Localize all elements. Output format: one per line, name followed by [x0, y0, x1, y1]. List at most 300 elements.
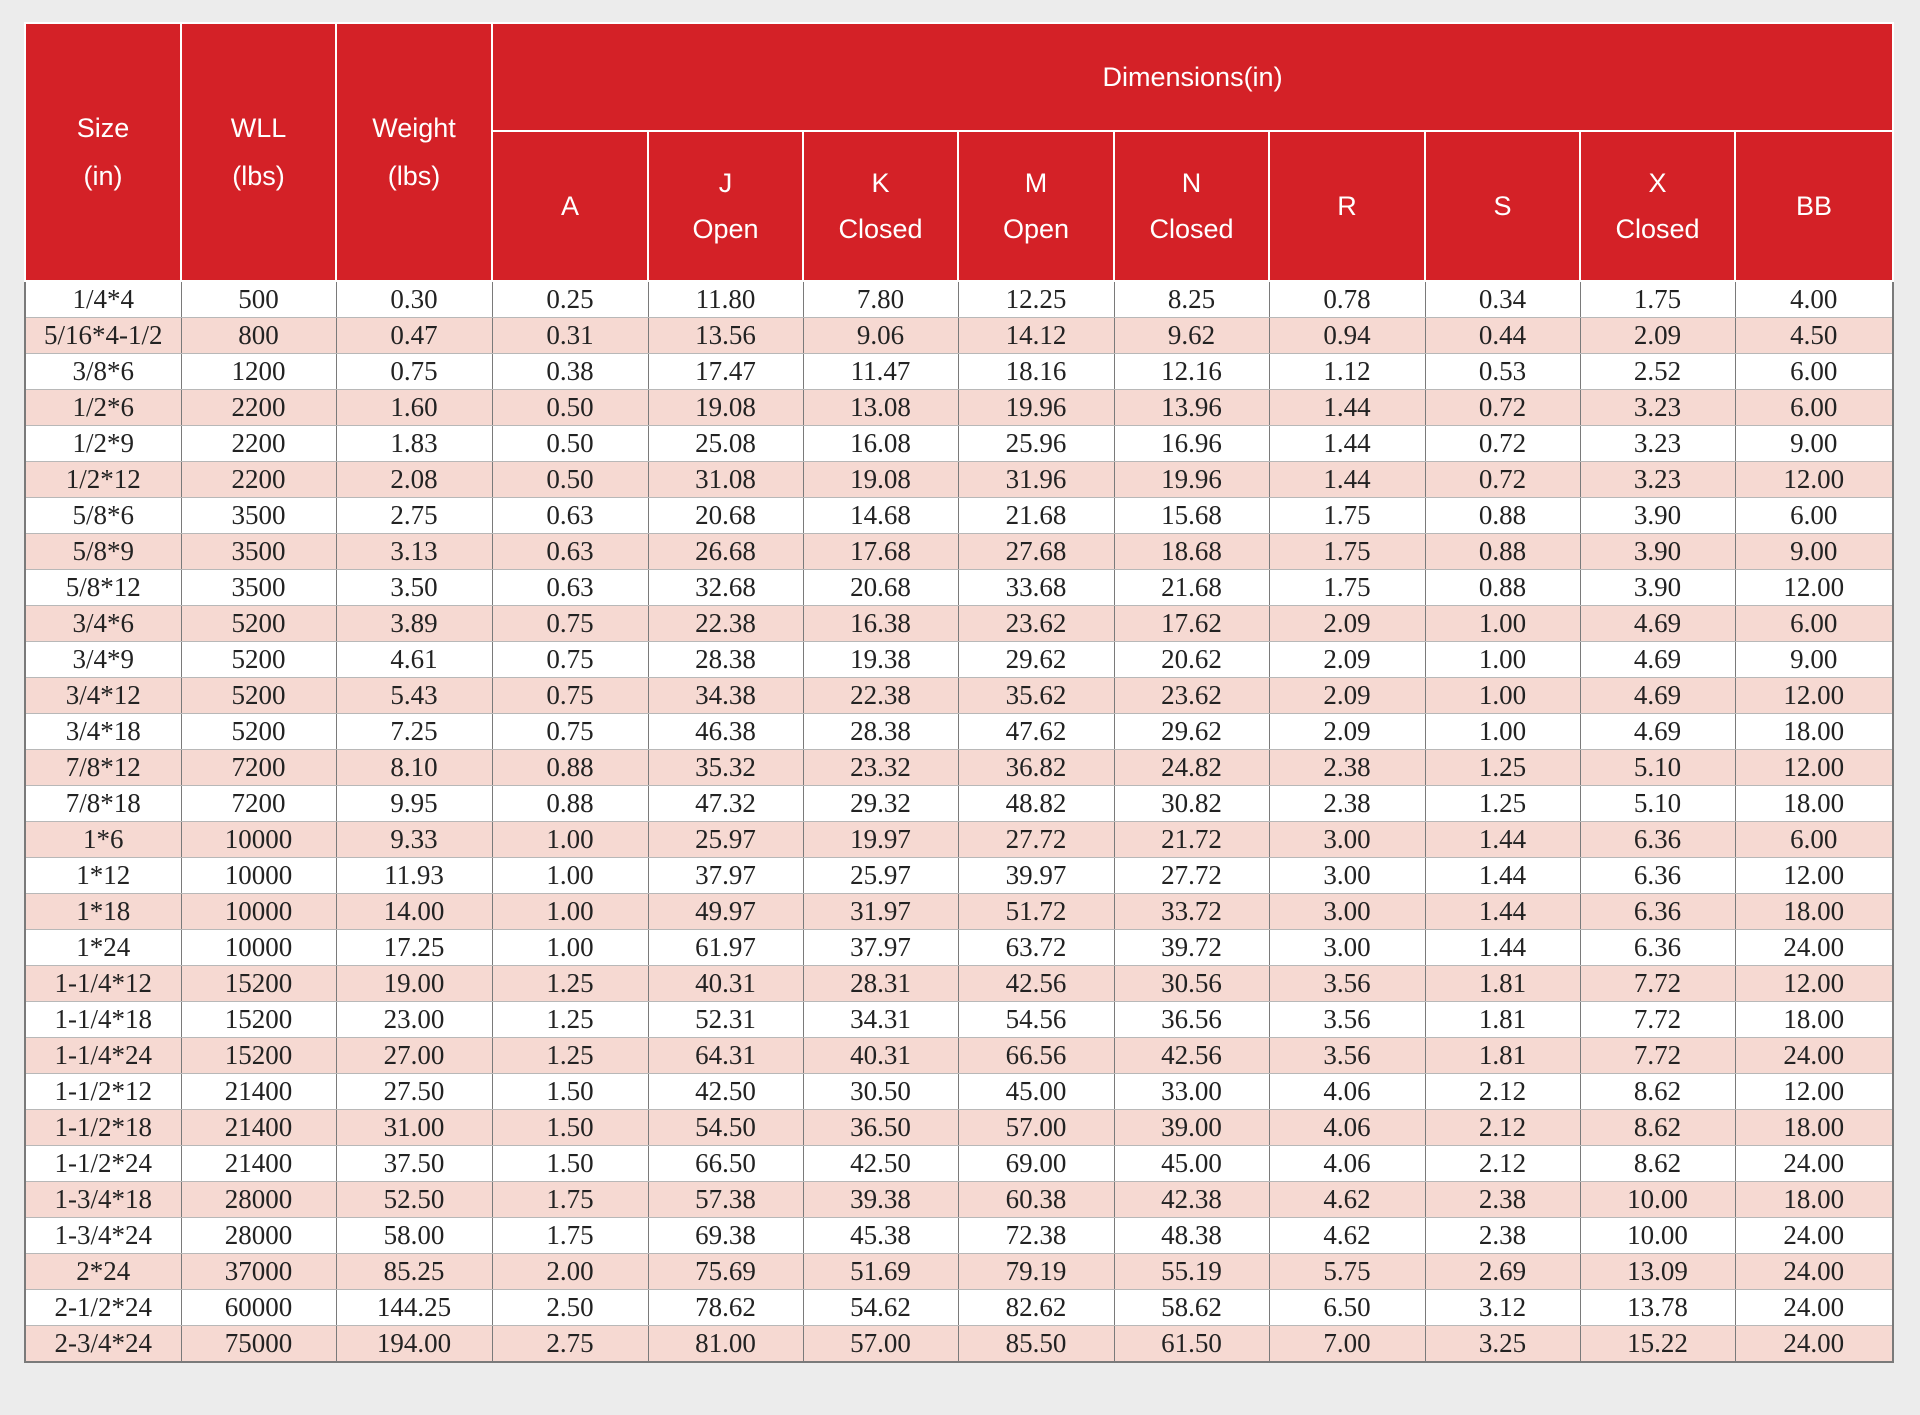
cell-s: 0.88 [1425, 498, 1580, 534]
cell-k-closed: 23.32 [803, 750, 958, 786]
cell-bb: 12.00 [1735, 750, 1893, 786]
cell-size: 1-3/4*18 [25, 1182, 181, 1218]
cell-weight: 23.00 [336, 1002, 492, 1038]
header-weight-unit: (lbs) [387, 161, 441, 191]
cell-j-open: 22.38 [648, 606, 803, 642]
cell-wll: 60000 [181, 1290, 336, 1326]
cell-x-closed: 13.09 [1580, 1254, 1735, 1290]
table-row [25, 354, 1893, 390]
cell-x-closed: 6.36 [1580, 822, 1735, 858]
cell-weight: 8.10 [336, 750, 492, 786]
cell-size: 1*6 [25, 822, 181, 858]
cell-m-open: 69.00 [958, 1146, 1114, 1182]
cell-j-open: 20.68 [648, 498, 803, 534]
cell-weight: 0.47 [336, 318, 492, 354]
cell-m-open: 31.96 [958, 462, 1114, 498]
cell-s: 0.53 [1425, 354, 1580, 390]
cell-x-closed: 6.36 [1580, 858, 1735, 894]
cell-x-closed: 6.36 [1580, 930, 1735, 966]
cell-s: 1.00 [1425, 642, 1580, 678]
table-row [25, 966, 1893, 1002]
cell-n-closed: 48.38 [1114, 1218, 1269, 1254]
cell-r: 3.56 [1269, 1002, 1425, 1038]
cell-r: 1.75 [1269, 534, 1425, 570]
spec-table-frame [24, 22, 1892, 1363]
cell-k-closed: 20.68 [803, 570, 958, 606]
cell-m-open: 23.62 [958, 606, 1114, 642]
cell-size: 1/4*4 [25, 281, 181, 318]
cell-j-open: 25.97 [648, 822, 803, 858]
cell-weight: 5.43 [336, 678, 492, 714]
header-dim-symbol: M [1024, 168, 1048, 198]
cell-bb: 18.00 [1735, 894, 1893, 930]
cell-s: 1.25 [1425, 786, 1580, 822]
cell-bb: 9.00 [1735, 426, 1893, 462]
cell-j-open: 34.38 [648, 678, 803, 714]
cell-bb: 12.00 [1735, 462, 1893, 498]
cell-x-closed: 4.69 [1580, 714, 1735, 750]
cell-k-closed: 16.38 [803, 606, 958, 642]
cell-s: 2.12 [1425, 1146, 1580, 1182]
cell-bb: 12.00 [1735, 570, 1893, 606]
cell-x-closed: 3.23 [1580, 462, 1735, 498]
header-dim-r [1269, 131, 1425, 281]
table-body [25, 281, 1893, 1362]
table-row [25, 1254, 1893, 1290]
cell-size: 3/4*6 [25, 606, 181, 642]
header-dim-state: Open [692, 214, 759, 244]
cell-weight: 17.25 [336, 930, 492, 966]
cell-j-open: 61.97 [648, 930, 803, 966]
cell-bb: 18.00 [1735, 1182, 1893, 1218]
cell-wll: 3500 [181, 570, 336, 606]
table-row [25, 281, 1893, 318]
cell-bb: 12.00 [1735, 1074, 1893, 1110]
cell-a: 2.00 [492, 1254, 648, 1290]
cell-r: 4.62 [1269, 1218, 1425, 1254]
cell-weight: 31.00 [336, 1110, 492, 1146]
cell-x-closed: 3.90 [1580, 534, 1735, 570]
cell-x-closed: 4.69 [1580, 678, 1735, 714]
cell-size: 5/8*6 [25, 498, 181, 534]
cell-m-open: 66.56 [958, 1038, 1114, 1074]
cell-weight: 1.83 [336, 426, 492, 462]
cell-j-open: 46.38 [648, 714, 803, 750]
cell-a: 1.75 [492, 1218, 648, 1254]
cell-x-closed: 1.75 [1580, 281, 1735, 318]
cell-j-open: 32.68 [648, 570, 803, 606]
cell-j-open: 52.31 [648, 1002, 803, 1038]
cell-x-closed: 3.90 [1580, 498, 1735, 534]
cell-bb: 24.00 [1735, 1326, 1893, 1363]
header-weight-label: Weight [372, 113, 456, 143]
cell-n-closed: 21.72 [1114, 822, 1269, 858]
cell-n-closed: 9.62 [1114, 318, 1269, 354]
cell-n-closed: 18.68 [1114, 534, 1269, 570]
cell-k-closed: 29.32 [803, 786, 958, 822]
cell-a: 0.75 [492, 606, 648, 642]
cell-wll: 5200 [181, 714, 336, 750]
header-dim-symbol: BB [1796, 191, 1833, 221]
cell-s: 2.12 [1425, 1074, 1580, 1110]
header-dim-m [958, 131, 1114, 281]
cell-a: 0.75 [492, 714, 648, 750]
cell-x-closed: 3.90 [1580, 570, 1735, 606]
cell-bb: 24.00 [1735, 930, 1893, 966]
header-dim-s [1425, 131, 1580, 281]
table-row [25, 822, 1893, 858]
header-dim-symbol: N [1181, 168, 1202, 198]
cell-s: 1.44 [1425, 930, 1580, 966]
cell-s: 1.81 [1425, 966, 1580, 1002]
cell-wll: 37000 [181, 1254, 336, 1290]
cell-bb: 18.00 [1735, 714, 1893, 750]
cell-k-closed: 16.08 [803, 426, 958, 462]
cell-j-open: 81.00 [648, 1326, 803, 1363]
cell-k-closed: 19.38 [803, 642, 958, 678]
cell-m-open: 39.97 [958, 858, 1114, 894]
cell-r: 3.56 [1269, 966, 1425, 1002]
cell-a: 0.88 [492, 750, 648, 786]
table-row [25, 1074, 1893, 1110]
cell-r: 2.09 [1269, 642, 1425, 678]
cell-n-closed: 20.62 [1114, 642, 1269, 678]
cell-n-closed: 29.62 [1114, 714, 1269, 750]
cell-k-closed: 37.97 [803, 930, 958, 966]
cell-m-open: 51.72 [958, 894, 1114, 930]
cell-m-open: 14.12 [958, 318, 1114, 354]
header-wll-unit: (lbs) [232, 161, 285, 191]
cell-n-closed: 42.38 [1114, 1182, 1269, 1218]
cell-x-closed: 10.00 [1580, 1182, 1735, 1218]
table-row [25, 1110, 1893, 1146]
cell-r: 7.00 [1269, 1326, 1425, 1363]
cell-bb: 12.00 [1735, 966, 1893, 1002]
cell-m-open: 12.25 [958, 281, 1114, 318]
cell-wll: 21400 [181, 1110, 336, 1146]
header-dim-symbol: R [1337, 191, 1357, 221]
cell-j-open: 54.50 [648, 1110, 803, 1146]
cell-k-closed: 39.38 [803, 1182, 958, 1218]
cell-weight: 1.60 [336, 390, 492, 426]
header-dim-bb [1735, 131, 1893, 281]
cell-size: 5/8*9 [25, 534, 181, 570]
cell-k-closed: 54.62 [803, 1290, 958, 1326]
table-row [25, 1038, 1893, 1074]
cell-weight: 0.30 [336, 281, 492, 318]
cell-k-closed: 11.47 [803, 354, 958, 390]
header-dim-j [648, 131, 803, 281]
cell-size: 1-1/2*12 [25, 1074, 181, 1110]
cell-bb: 12.00 [1735, 678, 1893, 714]
cell-wll: 7200 [181, 750, 336, 786]
cell-wll: 800 [181, 318, 336, 354]
cell-k-closed: 30.50 [803, 1074, 958, 1110]
table-row [25, 1146, 1893, 1182]
cell-j-open: 47.32 [648, 786, 803, 822]
table-row [25, 1182, 1893, 1218]
cell-m-open: 25.96 [958, 426, 1114, 462]
cell-weight: 0.75 [336, 354, 492, 390]
cell-x-closed: 7.72 [1580, 1038, 1735, 1074]
cell-s: 1.81 [1425, 1002, 1580, 1038]
cell-k-closed: 40.31 [803, 1038, 958, 1074]
cell-r: 3.00 [1269, 822, 1425, 858]
cell-s: 2.12 [1425, 1110, 1580, 1146]
cell-n-closed: 30.56 [1114, 966, 1269, 1002]
cell-r: 5.75 [1269, 1254, 1425, 1290]
cell-s: 1.44 [1425, 858, 1580, 894]
cell-k-closed: 51.69 [803, 1254, 958, 1290]
cell-size: 3/8*6 [25, 354, 181, 390]
cell-size: 1*24 [25, 930, 181, 966]
header-dim-symbol: K [871, 168, 890, 198]
cell-k-closed: 45.38 [803, 1218, 958, 1254]
cell-k-closed: 34.31 [803, 1002, 958, 1038]
table-row [25, 1326, 1893, 1363]
cell-wll: 3500 [181, 534, 336, 570]
cell-n-closed: 36.56 [1114, 1002, 1269, 1038]
header-dim-state: Closed [1149, 214, 1234, 244]
cell-r: 4.06 [1269, 1074, 1425, 1110]
cell-m-open: 18.16 [958, 354, 1114, 390]
cell-j-open: 42.50 [648, 1074, 803, 1110]
cell-r: 2.09 [1269, 678, 1425, 714]
cell-x-closed: 10.00 [1580, 1218, 1735, 1254]
cell-s: 1.44 [1425, 822, 1580, 858]
cell-weight: 3.50 [336, 570, 492, 606]
cell-x-closed: 2.09 [1580, 318, 1735, 354]
cell-wll: 21400 [181, 1074, 336, 1110]
cell-s: 0.88 [1425, 534, 1580, 570]
cell-size: 1-3/4*24 [25, 1218, 181, 1254]
cell-wll: 2200 [181, 426, 336, 462]
cell-wll: 15200 [181, 1038, 336, 1074]
cell-x-closed: 8.62 [1580, 1110, 1735, 1146]
cell-m-open: 21.68 [958, 498, 1114, 534]
header-dim-state: Closed [1615, 214, 1700, 244]
cell-n-closed: 61.50 [1114, 1326, 1269, 1363]
cell-m-open: 72.38 [958, 1218, 1114, 1254]
cell-r: 0.94 [1269, 318, 1425, 354]
cell-j-open: 57.38 [648, 1182, 803, 1218]
cell-x-closed: 8.62 [1580, 1074, 1735, 1110]
cell-size: 5/8*12 [25, 570, 181, 606]
cell-j-open: 64.31 [648, 1038, 803, 1074]
cell-r: 2.09 [1269, 606, 1425, 642]
cell-size: 2-1/2*24 [25, 1290, 181, 1326]
cell-m-open: 36.82 [958, 750, 1114, 786]
cell-j-open: 35.32 [648, 750, 803, 786]
cell-x-closed: 3.23 [1580, 390, 1735, 426]
cell-n-closed: 39.00 [1114, 1110, 1269, 1146]
cell-bb: 9.00 [1735, 534, 1893, 570]
header-dim-x [1580, 131, 1735, 281]
cell-s: 2.38 [1425, 1182, 1580, 1218]
header-wll [181, 23, 336, 281]
cell-size: 1-1/2*18 [25, 1110, 181, 1146]
cell-bb: 6.00 [1735, 390, 1893, 426]
cell-r: 1.12 [1269, 354, 1425, 390]
cell-j-open: 75.69 [648, 1254, 803, 1290]
cell-k-closed: 36.50 [803, 1110, 958, 1146]
cell-r: 2.38 [1269, 786, 1425, 822]
cell-a: 0.63 [492, 498, 648, 534]
table-row [25, 1290, 1893, 1326]
cell-bb: 24.00 [1735, 1218, 1893, 1254]
header-dim-symbol: X [1648, 168, 1667, 198]
cell-a: 0.38 [492, 354, 648, 390]
cell-a: 1.00 [492, 930, 648, 966]
cell-s: 0.72 [1425, 426, 1580, 462]
cell-size: 1-1/4*24 [25, 1038, 181, 1074]
cell-a: 0.50 [492, 462, 648, 498]
cell-a: 1.00 [492, 894, 648, 930]
cell-k-closed: 31.97 [803, 894, 958, 930]
cell-n-closed: 23.62 [1114, 678, 1269, 714]
cell-weight: 58.00 [336, 1218, 492, 1254]
cell-bb: 24.00 [1735, 1254, 1893, 1290]
cell-r: 3.00 [1269, 858, 1425, 894]
cell-a: 0.50 [492, 390, 648, 426]
cell-m-open: 42.56 [958, 966, 1114, 1002]
cell-m-open: 60.38 [958, 1182, 1114, 1218]
cell-a: 1.50 [492, 1074, 648, 1110]
cell-size: 3/4*12 [25, 678, 181, 714]
cell-weight: 3.13 [336, 534, 492, 570]
cell-r: 1.75 [1269, 570, 1425, 606]
cell-k-closed: 19.08 [803, 462, 958, 498]
cell-weight: 4.61 [336, 642, 492, 678]
cell-r: 4.06 [1269, 1110, 1425, 1146]
cell-n-closed: 27.72 [1114, 858, 1269, 894]
cell-n-closed: 8.25 [1114, 281, 1269, 318]
cell-n-closed: 33.72 [1114, 894, 1269, 930]
cell-r: 6.50 [1269, 1290, 1425, 1326]
cell-a: 0.75 [492, 642, 648, 678]
cell-a: 0.75 [492, 678, 648, 714]
cell-n-closed: 39.72 [1114, 930, 1269, 966]
cell-size: 7/8*18 [25, 786, 181, 822]
cell-j-open: 31.08 [648, 462, 803, 498]
cell-bb: 18.00 [1735, 786, 1893, 822]
table-row [25, 534, 1893, 570]
table-row [25, 678, 1893, 714]
cell-s: 2.69 [1425, 1254, 1580, 1290]
table-row [25, 1002, 1893, 1038]
cell-n-closed: 12.16 [1114, 354, 1269, 390]
cell-weight: 11.93 [336, 858, 492, 894]
cell-size: 1/2*6 [25, 390, 181, 426]
cell-k-closed: 28.31 [803, 966, 958, 1002]
table-header [25, 23, 1893, 281]
cell-k-closed: 25.97 [803, 858, 958, 894]
cell-n-closed: 19.96 [1114, 462, 1269, 498]
cell-bb: 4.00 [1735, 281, 1893, 318]
header-dim-n [1114, 131, 1269, 281]
cell-s: 1.00 [1425, 714, 1580, 750]
header-dimensions: Dimensions(in) [492, 23, 1893, 131]
cell-size: 1-1/4*18 [25, 1002, 181, 1038]
cell-wll: 21400 [181, 1146, 336, 1182]
cell-a: 0.50 [492, 426, 648, 462]
cell-s: 2.38 [1425, 1218, 1580, 1254]
cell-s: 1.25 [1425, 750, 1580, 786]
cell-m-open: 27.72 [958, 822, 1114, 858]
cell-m-open: 57.00 [958, 1110, 1114, 1146]
cell-bb: 18.00 [1735, 1110, 1893, 1146]
cell-x-closed: 2.52 [1580, 354, 1735, 390]
header-dim-state: Open [1002, 214, 1070, 244]
cell-wll: 10000 [181, 930, 336, 966]
cell-r: 1.44 [1269, 462, 1425, 498]
cell-s: 1.44 [1425, 894, 1580, 930]
cell-weight: 19.00 [336, 966, 492, 1002]
cell-j-open: 66.50 [648, 1146, 803, 1182]
header-dim-symbol: S [1493, 191, 1512, 221]
table-row [25, 642, 1893, 678]
table-row [25, 750, 1893, 786]
cell-j-open: 26.68 [648, 534, 803, 570]
cell-x-closed: 8.62 [1580, 1146, 1735, 1182]
cell-bb: 18.00 [1735, 1002, 1893, 1038]
cell-s: 0.34 [1425, 281, 1580, 318]
cell-a: 1.00 [492, 822, 648, 858]
table-row [25, 714, 1893, 750]
cell-s: 1.00 [1425, 678, 1580, 714]
cell-n-closed: 15.68 [1114, 498, 1269, 534]
cell-weight: 3.89 [336, 606, 492, 642]
turnbuckle-spec-table [24, 22, 1894, 1363]
cell-wll: 10000 [181, 822, 336, 858]
cell-a: 1.75 [492, 1182, 648, 1218]
cell-a: 1.25 [492, 1002, 648, 1038]
cell-x-closed: 7.72 [1580, 1002, 1735, 1038]
cell-n-closed: 24.82 [1114, 750, 1269, 786]
cell-m-open: 63.72 [958, 930, 1114, 966]
cell-m-open: 33.68 [958, 570, 1114, 606]
cell-a: 0.63 [492, 570, 648, 606]
table-row [25, 858, 1893, 894]
cell-x-closed: 15.22 [1580, 1326, 1735, 1363]
cell-k-closed: 9.06 [803, 318, 958, 354]
cell-size: 1-1/4*12 [25, 966, 181, 1002]
cell-weight: 2.75 [336, 498, 492, 534]
cell-j-open: 37.97 [648, 858, 803, 894]
cell-wll: 1200 [181, 354, 336, 390]
cell-r: 3.00 [1269, 930, 1425, 966]
cell-wll: 7200 [181, 786, 336, 822]
cell-a: 0.31 [492, 318, 648, 354]
cell-k-closed: 13.08 [803, 390, 958, 426]
cell-m-open: 85.50 [958, 1326, 1114, 1363]
cell-a: 1.25 [492, 966, 648, 1002]
cell-size: 7/8*12 [25, 750, 181, 786]
header-weight [336, 23, 492, 281]
cell-a: 0.25 [492, 281, 648, 318]
cell-wll: 10000 [181, 858, 336, 894]
cell-x-closed: 3.23 [1580, 426, 1735, 462]
cell-j-open: 40.31 [648, 966, 803, 1002]
cell-weight: 2.08 [336, 462, 492, 498]
cell-wll: 500 [181, 281, 336, 318]
cell-m-open: 29.62 [958, 642, 1114, 678]
cell-m-open: 45.00 [958, 1074, 1114, 1110]
cell-n-closed: 16.96 [1114, 426, 1269, 462]
cell-n-closed: 58.62 [1114, 1290, 1269, 1326]
cell-size: 3/4*9 [25, 642, 181, 678]
cell-j-open: 49.97 [648, 894, 803, 930]
